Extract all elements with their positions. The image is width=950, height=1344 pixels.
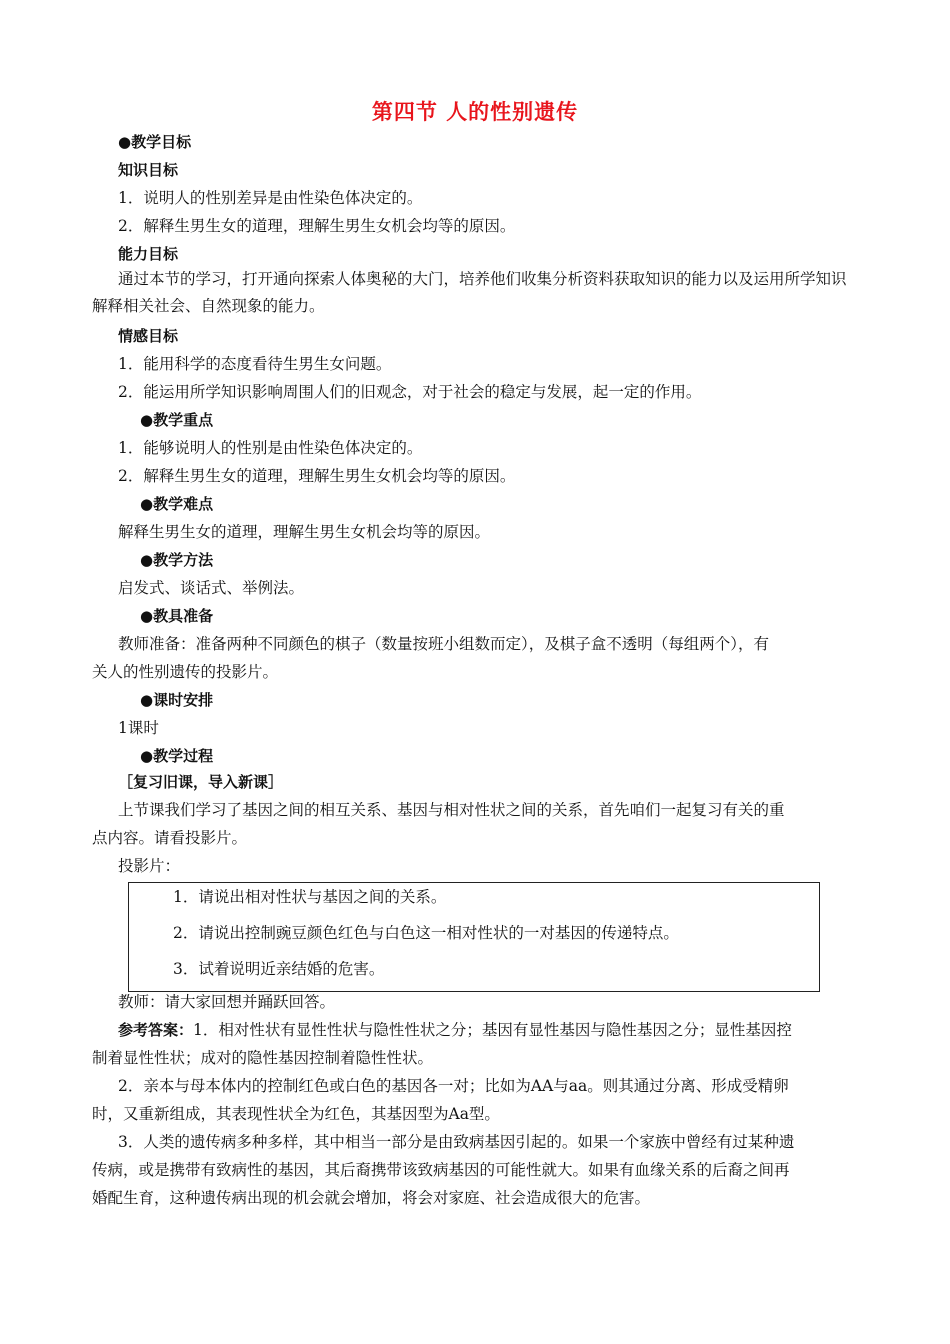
answer3-line: 婚配生育，这种遗传病出现的机会就会增加，将会对家庭、社会造成很大的危害。 <box>92 1189 651 1207</box>
teacher-line: 教师：请大家回想并踊跃回答。 <box>118 993 336 1011</box>
knowledge-item: 2．解释生男生女的道理，理解生男生女机会均等的原因。 <box>118 217 516 235</box>
key-item: 1．能够说明人的性别是由性染色体决定的。 <box>118 439 423 457</box>
slide-box <box>128 882 820 992</box>
answer1-line: 制着显性性状；成对的隐性基因控制着隐性性状。 <box>92 1049 434 1067</box>
method-text: 启发式、谈话式、举例法。 <box>118 579 305 597</box>
heading-review: ［复习旧课，导入新课］ <box>118 773 284 791</box>
review-text-line: 点内容。请看投影片。 <box>92 829 248 847</box>
heading-method: ●教学方法 <box>140 551 214 569</box>
heading-emotion: 情感目标 <box>118 327 179 345</box>
answer3-line: 传病，或是携带有致病性的基因，其后裔携带该致病基因的可能性就大。如果有血缘关系的后裔之间再 <box>92 1161 790 1179</box>
heading-difficulty: ●教学难点 <box>140 495 214 513</box>
answer1-line <box>118 1016 860 1044</box>
heading-process: ●教学过程 <box>140 747 214 765</box>
heading-ability: 能力目标 <box>118 245 179 263</box>
heading-goals: ●教学目标 <box>118 133 192 151</box>
answer-label: 参考答案： <box>118 1021 194 1039</box>
emotion-item: 2．能运用所学知识影响周围人们的旧观念，对于社会的稳定与发展，起一定的作用。 <box>118 383 702 401</box>
page-title: 第四节 人的性别遗传 <box>371 100 579 124</box>
answer2-line: 时，又重新组成，其表现性状全为红色，其基因型为Aa型。 <box>92 1105 500 1123</box>
slide-item: 2．请说出控制豌豆颜色红色与白色这一相对性状的一对基因的传递特点。 <box>173 924 679 942</box>
answer1-text: 1．相对性状有显性性状与隐性性状之分；基因有显性基因与隐性基因之分；显性基因控 <box>193 1021 792 1039</box>
tools-text-line: 教师准备：准备两种不同颜色的棋子（数量按班小组数而定），及棋子盒不透明（每组两个），有 <box>118 635 770 653</box>
answer2-line: 2．亲本与母本体内的控制红色或白色的基因各一对；比如为AA与aa。则其通过分离、形成受精卵 <box>118 1077 789 1095</box>
schedule-text: 1课时 <box>118 719 159 737</box>
slide-item: 1．请说出相对性状与基因之间的关系。 <box>173 888 447 906</box>
difficulty-text: 解释生男生女的道理，理解生男生女机会均等的原因。 <box>118 523 491 541</box>
ability-paragraph: 通过本节的学习，打开通向探索人体奥秘的大门，培养他们收集分析资料获取知识的能力以及运用所学知识解释相关社会、自然现象的能力。 <box>92 270 847 315</box>
heading-schedule: ●课时安排 <box>140 691 214 709</box>
key-item: 2．解释生男生女的道理，理解生男生女机会均等的原因。 <box>118 467 516 485</box>
answer3-line: 3．人类的遗传病多种多样，其中相当一部分是由致病基因引起的。如果一个家族中曾经有过某种遗 <box>118 1133 795 1151</box>
slide-label: 投影片： <box>118 857 181 875</box>
knowledge-item: 1．说明人的性别差异是由性染色体决定的。 <box>118 189 423 207</box>
tools-text-line: 关人的性别遗传的投影片。 <box>92 663 279 681</box>
heading-key: ●教学重点 <box>140 411 214 429</box>
heading-tools: ●教具准备 <box>140 607 214 625</box>
review-text-line: 上节课我们学习了基因之间的相互关系、基因与相对性状之间的关系，首先咱们一起复习有关的重 <box>118 801 785 819</box>
emotion-item: 1．能用科学的态度看待生男生女问题。 <box>118 355 392 373</box>
slide-item: 3．试着说明近亲结婚的危害。 <box>173 960 385 978</box>
heading-knowledge: 知识目标 <box>118 161 179 179</box>
